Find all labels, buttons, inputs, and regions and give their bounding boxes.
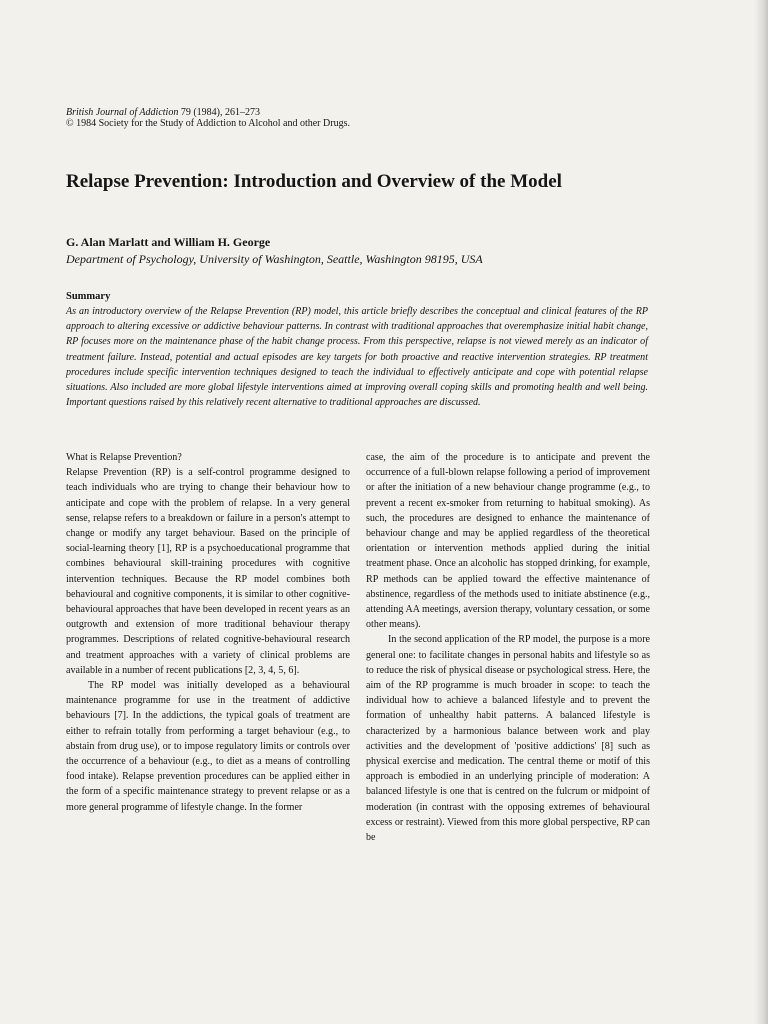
article-title: Relapse Prevention: Introduction and Overview of the Model (66, 171, 562, 192)
journal-name: British Journal of Addiction (66, 107, 179, 118)
author-affiliation: Department of Psychology, University of Washington, Seattle, Washington 98195, USA (66, 252, 483, 266)
summary-heading: Summary (66, 291, 111, 302)
body-paragraph: case, the aim of the procedure is to anticipate and prevent the occurrence of a full-blown relapse following a period of improvement or after the initiation of a new behaviour change programme (e.g., to prevent a recent ex-smoker from returning to habitual smoking). As such, the procedures are designed to enhance the maintenance of behaviour change and may be applied regardless of the theoretical orientation or intervention methods applied during the initial treatment phase. Once an alcoholic has stopped drinking, for example, RP methods can be applied toward the effective maintenance of abstinence, regardless of the methods used to initiate abstinence (e.g., attending AA meetings, aversion therapy, voluntary cessation, or some other means). (366, 452, 650, 631)
page-edge-shadow (754, 0, 768, 1024)
body-column-right (366, 450, 650, 845)
body-paragraph: The RP model was initially developed as a behavioural maintenance programme for use in the treatment of addictive behaviours [7]. In the addictions, the typical goals of treatment are either to refrain totally from performing a target behaviour (e.g., to abstain from drug use), or to impose regulatory limits or controls over the occurrence of a behaviour (e.g., to diet as a means of controlling food intake). Relapse prevention procedures can be applied either in the form of a specific maintenance strategy to prevent relapse or as a more general programme of lifestyle change. In the former (66, 680, 350, 813)
body-paragraph: Relapse Prevention (RP) is a self-control programme designed to teach individuals who are trying to change their behaviour how to anticipate and cope with the problem of relapse. In a very general sense, relapse refers to a breakdown or failure in a person's attempt to change or modify any target behaviour. Based on the principle of social-learning theory [1], RP is a psychoeducational programme that combines behavioural skill-training procedures with cognitive intervention techniques. Because the RP model combines both behavioural and cognitive components, it is similar to other cognitive-behavioural approaches that have been developed in recent years as an outgrowth and extension of more traditional behaviour therapy programmes. Descriptions of related cognitive-behavioural research and treatment approaches with a variety of clinical problems are available in a number of recent publications [2, 3, 4, 5, 6]. (66, 467, 350, 676)
section-heading: What is Relapse Prevention? (66, 452, 182, 463)
body-paragraph: In the second application of the RP model, the purpose is a more general one: to facilitate changes in personal habits and lifestyle so as to reduce the risk of physical disease or psychological stress. Here, the aim of the RP programme is much broader in scope: to teach the individual how to achieve a balanced lifestyle and to prevent the formation of unhealthy habit patterns. A balanced lifestyle is characterized by a harmonious balance between work and play activities and the development of 'positive addictions' [8] such as physical exercise and medication. The central theme or motif of this approach is embodied in an underlying principle of moderation: A balanced lifestyle is one that is centred on the fulcrum or midpoint of moderation (in contrast with the opposing extremes of behavioural excess or restraint). Viewed from this more global perspective, RP can be (366, 634, 650, 844)
summary-text: As an introductory overview of the Relapse Prevention (RP) model, this article briefly describes the conceptual and clinical features of the RP approach to altering excessive or addictive behaviour patterns. In contrast with traditional approaches that overemphasize initial habit change, RP focuses more on the maintenance phase of the habit change process. From this perspective, relapse is not viewed merely as an indicator of treatment failure. Instead, potential and actual episodes are key targets for both proactive and reactive intervention strategies. RP treatment procedures include specific intervention techniques designed to teach the individual to effectively anticipate and cope with potential relapse situations. Also included are more global lifestyle interventions aimed at improving overall coping skills and promoting health and well being. Important questions raised by this relatively recent alternative to traditional approaches are discussed. (66, 306, 648, 409)
journal-citation (66, 107, 350, 129)
body-column-left (66, 450, 350, 815)
journal-line (66, 107, 350, 118)
article-authors: G. Alan Marlatt and William H. George (66, 235, 271, 249)
journal-volume: 79 (1984), 261–273 (178, 107, 260, 118)
copyright-line: © 1984 Society for the Study of Addiction to Alcohol and other Drugs. (66, 118, 350, 129)
